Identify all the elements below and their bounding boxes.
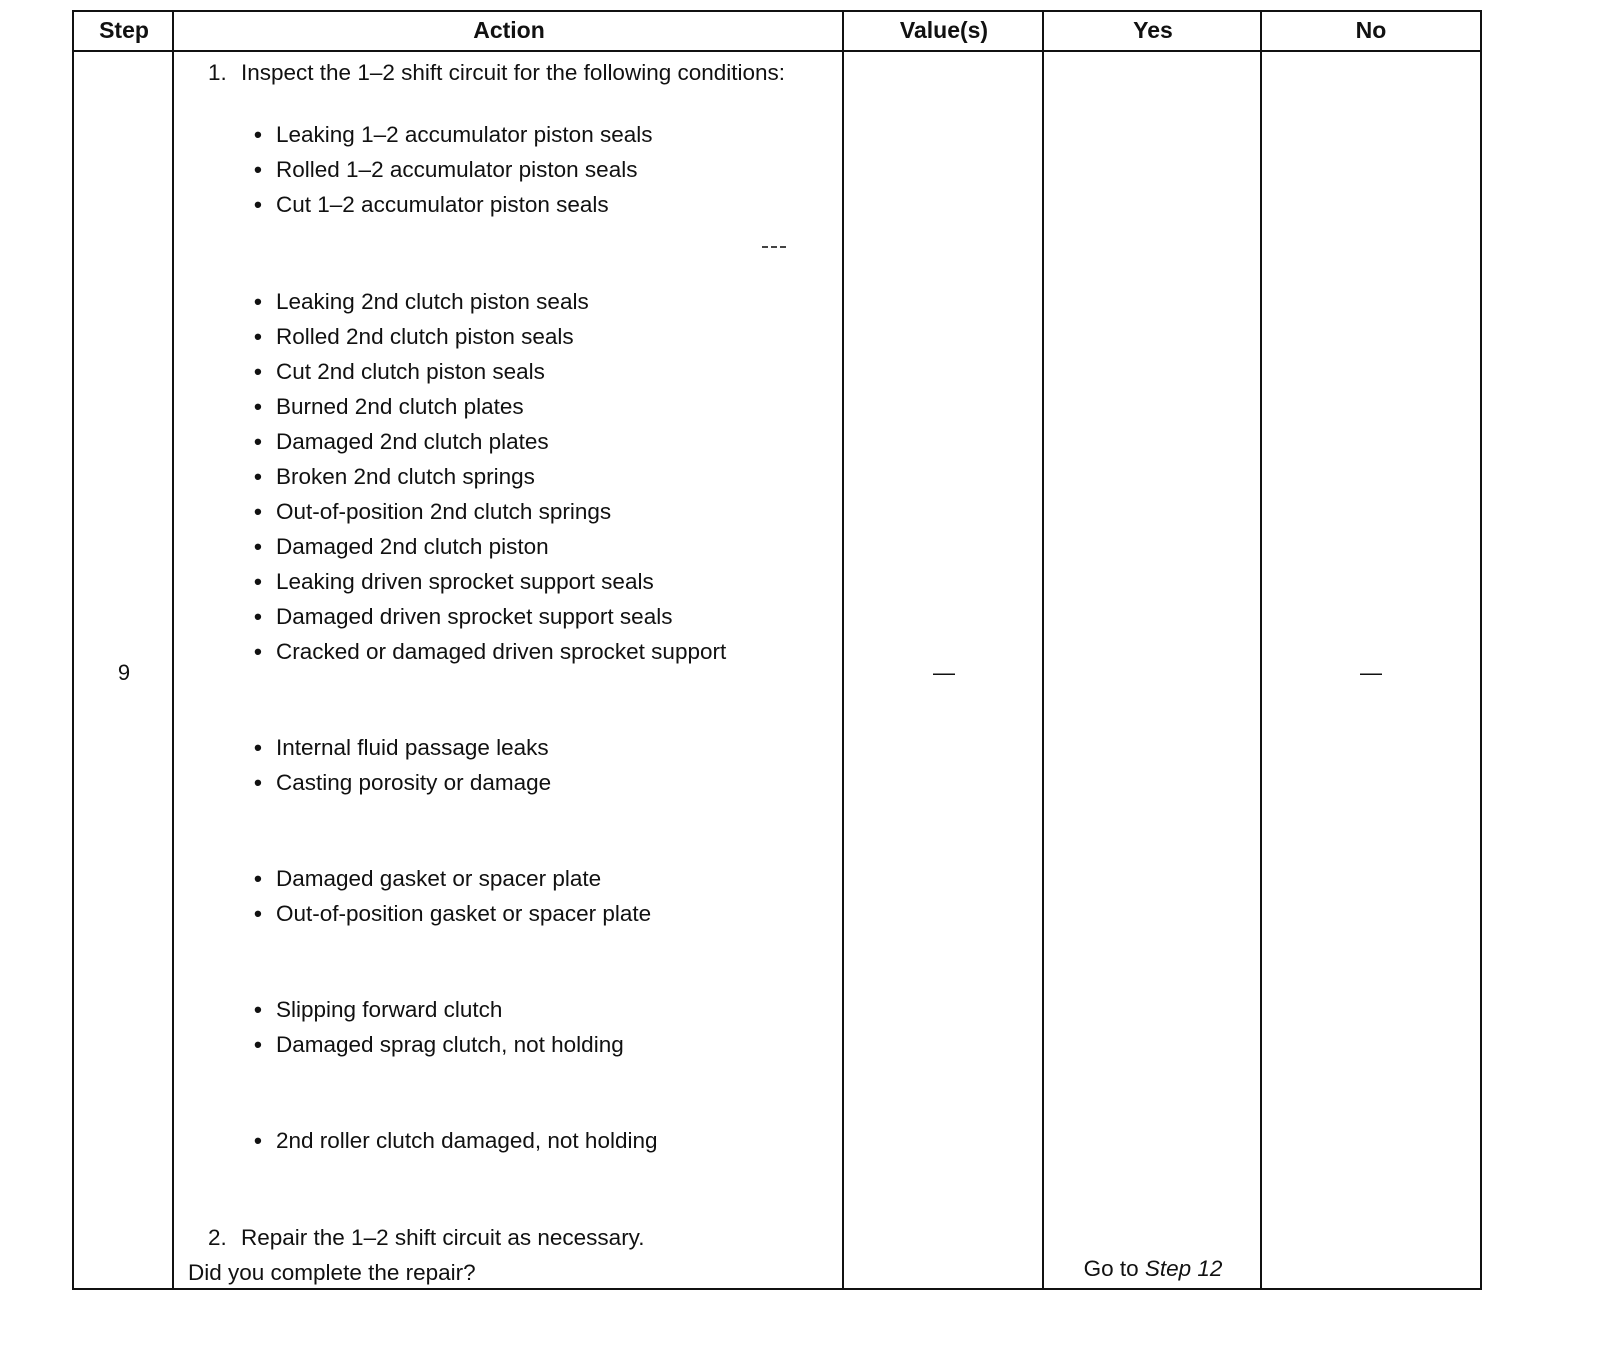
column-divider [172,12,174,1288]
action-step-1 [208,60,808,86]
action-step-1-text: Inspect the 1–2 shift circuit for the following conditions: [241,60,786,85]
condition-item: • Slipping forward clutch [254,997,503,1022]
step-number: 9 [117,660,131,685]
condition-item: • Damaged driven sprocket support seals [254,604,673,629]
diagnostic-table [72,10,1482,1290]
condition-item: • 2nd roller clutch damaged, not holding [254,1128,658,1153]
action-step-2 [208,1225,808,1251]
table-header [74,12,1480,52]
condition-item: • Rolled 2nd clutch piston seals [254,324,574,349]
yes-prefix: Go to [1083,1256,1145,1281]
condition-item: • Out-of-position gasket or spacer plate [254,901,652,926]
action-step-2-text: Repair the 1–2 shift circuit as necessary. [241,1225,645,1250]
action-step-2-number: 2. [208,1225,227,1250]
condition-item: • Casting porosity or damage [254,770,552,795]
column-divider [1042,12,1044,1288]
condition-item: • Cut 1–2 accumulator piston seals [254,192,609,217]
header-yes: Yes [1133,17,1173,43]
condition-item: • Rolled 1–2 accumulator piston seals [254,157,638,182]
repair-question: Did you complete the repair? [188,1260,476,1285]
condition-item: • Leaking 2nd clutch piston seals [254,289,589,314]
condition-item: • Out-of-position 2nd clutch springs [254,499,612,524]
column-divider [1260,12,1262,1288]
yes-step-link: Step 12 [1144,1256,1223,1281]
values-cell: — [933,660,955,685]
condition-item: • Leaking 1–2 accumulator piston seals [254,122,653,147]
condition-item: • Cut 2nd clutch piston seals [254,359,545,384]
condition-item: • Cracked or damaged driven sprocket support [254,639,727,664]
no-cell: — [1360,660,1382,685]
condition-item: • Leaking driven sprocket support seals [254,569,654,594]
header-values: Value(s) [899,17,989,43]
condition-item: • Damaged gasket or spacer plate [254,866,602,891]
scan-artifact [762,246,786,250]
condition-item: • Damaged sprag clutch, not holding [254,1032,624,1057]
header-no: No [1355,17,1387,43]
yes-cell [1044,1256,1262,1282]
condition-item: • Broken 2nd clutch springs [254,464,535,489]
action-step-1-number: 1. [208,60,227,85]
condition-item: • Damaged 2nd clutch piston [254,534,549,559]
header-step: Step [99,17,149,43]
condition-item: • Damaged 2nd clutch plates [254,429,549,454]
condition-item: • Internal fluid passage leaks [254,735,549,760]
column-divider [842,12,844,1288]
condition-item: • Burned 2nd clutch plates [254,394,524,419]
header-action: Action [473,17,545,43]
